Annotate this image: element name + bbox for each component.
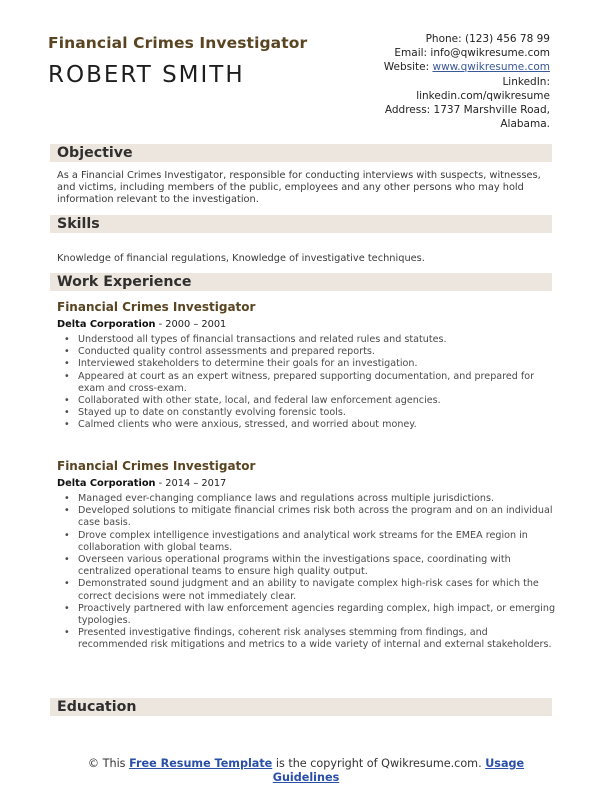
section-heading-objective: Objective [50,144,552,162]
usage-guidelines-link-part2[interactable]: Guidelines [272,771,340,784]
skills-text: Knowledge of financial regulations, Knowledge of investigative techniques. [57,253,425,264]
list-item: • Understood all types of financial transactions and related rules and statutes. [57,334,557,346]
job-2-company-name: Delta Corporation [57,478,156,489]
list-item: • Interviewed stakeholders to determine their goals for an investigation. [57,358,557,370]
contact-block [320,32,550,131]
section-heading-work-experience: Work Experience [50,273,552,291]
list-item: • Stayed up to date on constantly evolving forensic tools. [57,407,557,419]
contact-website [320,60,550,74]
job-2-bullet-list [57,493,557,652]
list-item: • Overseen various operational programs within the investigations space, coordinating with centralized operational teams to ensure high quality output. [57,554,557,578]
contact-address-line1: Address: 1737 Marshville Road, [384,104,550,117]
footer-middle: is the copyright of Qwikresume.com. [272,757,486,770]
section-heading-skills: Skills [50,215,552,233]
contact-email: Email: info@qwikresume.com [394,47,550,60]
list-item: • Demonstrated sound judgment and an ability to navigate complex high-risk cases for which the correct decisions were not immediately clear. [57,578,557,602]
website-link[interactable]: www.qwikresume.com [432,61,550,74]
job-1-dates: - 2000 – 2001 [155,319,227,330]
job-1-company-name: Delta Corporation [57,319,156,330]
contact-linkedin-label: LinkedIn: [502,75,550,88]
usage-guidelines-link-part1[interactable]: Usage [485,757,525,770]
job-2-title: Financial Crimes Investigator [57,459,256,473]
list-item: • Drove complex intelligence investigations and analytical work streams for the EMEA region in collaboration with global teams. [57,530,557,554]
job-2-dates: - 2014 – 2017 [155,478,227,489]
job-1-company [57,319,226,330]
website-label: Website: [383,61,433,74]
list-item: • Collaborated with other state, local, and federal law enforcement agencies. [57,395,557,407]
footer-prefix: © This [87,757,130,770]
contact-linkedin-url: linkedin.com/qwikresume [416,89,550,102]
list-item: • Calmed clients who were anxious, stressed, and worried about money. [57,419,557,431]
job-1-bullet-list [57,334,557,432]
candidate-name: ROBERT SMITH [48,62,245,88]
list-item: • Conducted quality control assessments and prepared reports. [57,346,557,358]
resume-job-title: Financial Crimes Investigator [48,34,308,52]
list-item: • Managed ever-changing compliance laws and regulations across multiple jurisdictions. [57,493,557,505]
footer-copyright [60,757,552,785]
list-item: • Proactively partnered with law enforcement agencies regarding complex, high impact, or emerging typologies. [57,603,557,627]
contact-phone: Phone: (123) 456 78 99 [425,33,550,45]
job-1-title: Financial Crimes Investigator [57,300,256,314]
job-2-company [57,478,226,489]
list-item: • Appeared at court as an expert witness, prepared supporting documentation, and prepared for exam and cross-exam. [57,371,557,395]
contact-address-line2: Alabama. [500,118,550,131]
objective-text: As a Financial Crimes Investigator, responsible for conducting interviews with suspects, witnesses, and victims, including members of the public, employees and any other persons who may hold information relevant to the investigation. [57,170,541,205]
free-resume-template-link[interactable]: Free Resume Template [129,757,273,770]
section-heading-education: Education [50,698,552,716]
list-item: • Presented investigative findings, coherent risk analyses stemming from findings, and recommended risk mitigations and metrics to a wide variety of internal and external stakeholders. [57,627,557,651]
list-item: • Developed solutions to mitigate financial crimes risk both across the program and on an individual case basis. [57,505,557,529]
